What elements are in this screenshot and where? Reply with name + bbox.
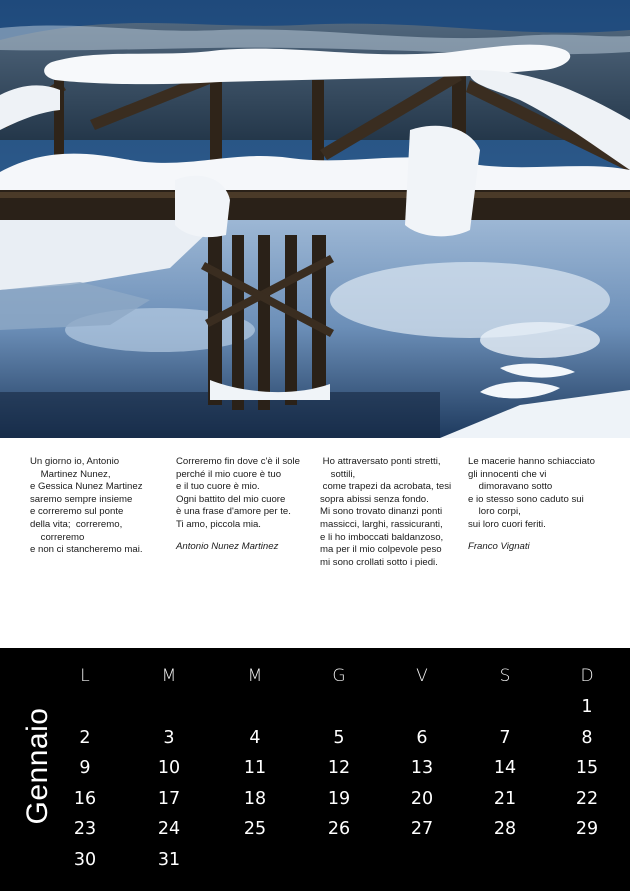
day-cell: 16	[73, 788, 97, 809]
day-cell: 24	[157, 819, 181, 839]
day-cell: 19	[327, 788, 351, 809]
day-cell: 11	[243, 758, 267, 778]
poem-line: Ho attraversato ponti stretti,	[320, 456, 441, 467]
poem-line: correremo	[30, 531, 85, 543]
day-cell: 1	[581, 697, 593, 717]
weekday-header: D	[580, 666, 594, 686]
poem-1	[30, 456, 143, 557]
poem-line: saremo sempre insieme	[30, 493, 133, 505]
poem-line: massicci, larghi, rassicuranti,	[320, 518, 443, 530]
day-cell: 27	[410, 819, 434, 839]
poem-line: Mi sono trovato dinanzi ponti	[320, 506, 443, 518]
day-cell: 20	[410, 788, 434, 809]
poem-4	[468, 456, 595, 553]
month-name: Gennaio	[21, 707, 54, 825]
day-cell: 22	[575, 788, 599, 809]
poem-line: sottili,	[320, 468, 356, 480]
poem-line: gli innocenti che vi	[468, 468, 547, 480]
poem-3	[320, 456, 451, 569]
poem-line: e correremo sul ponte	[30, 506, 124, 518]
weekday-header: S	[499, 666, 511, 686]
poem-line: e non ci stancheremo mai.	[30, 544, 143, 556]
day-cell: 6	[416, 727, 428, 748]
day-cell: 29	[575, 819, 599, 839]
poem-line: Ti amo, piccola mia.	[176, 518, 261, 530]
day-cell: 30	[73, 849, 97, 870]
day-cell: 2	[79, 727, 91, 748]
day-cell: 31	[157, 849, 181, 870]
poem-line: Martinez Nunez,	[30, 468, 111, 480]
poem-line: e io stesso sono caduto sui	[468, 493, 584, 505]
day-cell: 3	[163, 727, 175, 748]
poem-author: Franco Vignati	[468, 540, 530, 552]
poem-line: ma per il mio colpevole peso	[320, 544, 442, 556]
day-cell: 18	[243, 788, 267, 809]
day-cell: 28	[493, 819, 517, 839]
day-cell: 12	[327, 758, 351, 778]
poem-line: Correremo fin dove c'è il sole	[176, 456, 300, 467]
weekday-header: V	[416, 666, 428, 686]
poems-section	[0, 456, 630, 636]
poem-line: sopra abissi senza fondo.	[320, 493, 429, 505]
weekday-header: L	[80, 666, 90, 686]
day-cell: 10	[157, 758, 181, 778]
poem-author: Antonio Nunez Martinez	[176, 540, 279, 552]
calendar	[0, 648, 630, 891]
day-cell: 26	[327, 819, 351, 839]
month-title	[18, 666, 58, 866]
poem-line: mi sono crollati sotto i piedi.	[320, 556, 438, 568]
poem-line: e il tuo cuore è mio.	[176, 481, 260, 493]
day-cell: 14	[493, 758, 517, 778]
day-cell: 21	[493, 788, 517, 809]
poem-2	[176, 456, 300, 553]
day-cell: 7	[499, 727, 511, 748]
poem-line: della vita; correremo,	[30, 518, 123, 530]
poem-line: Un giorno io, Antonio	[30, 456, 120, 467]
day-cell: 25	[243, 819, 267, 839]
day-cell: 23	[73, 819, 97, 839]
day-cell: 5	[333, 727, 345, 748]
poem-line: Le macerie hanno schiacciato	[468, 456, 595, 467]
poem-line: loro corpi,	[468, 506, 521, 518]
poem-line: è una frase d'amore per te.	[176, 506, 291, 518]
day-cell: 8	[581, 727, 593, 748]
poem-line: come trapezi da acrobata, tesi	[320, 481, 452, 493]
day-cell: 9	[79, 758, 91, 778]
poem-line: Ogni battito del mio cuore	[176, 493, 286, 505]
snowy-bridge-photo	[0, 0, 630, 438]
day-cell: 4	[249, 727, 261, 748]
weekday-header: M	[161, 666, 177, 686]
day-cell: 13	[410, 758, 434, 778]
poem-line: e li ho imboccati baldanzoso,	[320, 531, 444, 543]
day-cell: 17	[157, 788, 181, 809]
day-cell: 15	[575, 758, 599, 778]
weekday-header: G	[332, 666, 346, 686]
poem-line: e Gessica Nunez Martinez	[30, 481, 143, 493]
poem-line: dimoravano sotto	[468, 481, 553, 493]
weekday-header: M	[247, 666, 263, 686]
poem-line: sui loro cuori feriti.	[468, 518, 546, 530]
poem-line: perché il mio cuore è tuo	[176, 468, 282, 480]
